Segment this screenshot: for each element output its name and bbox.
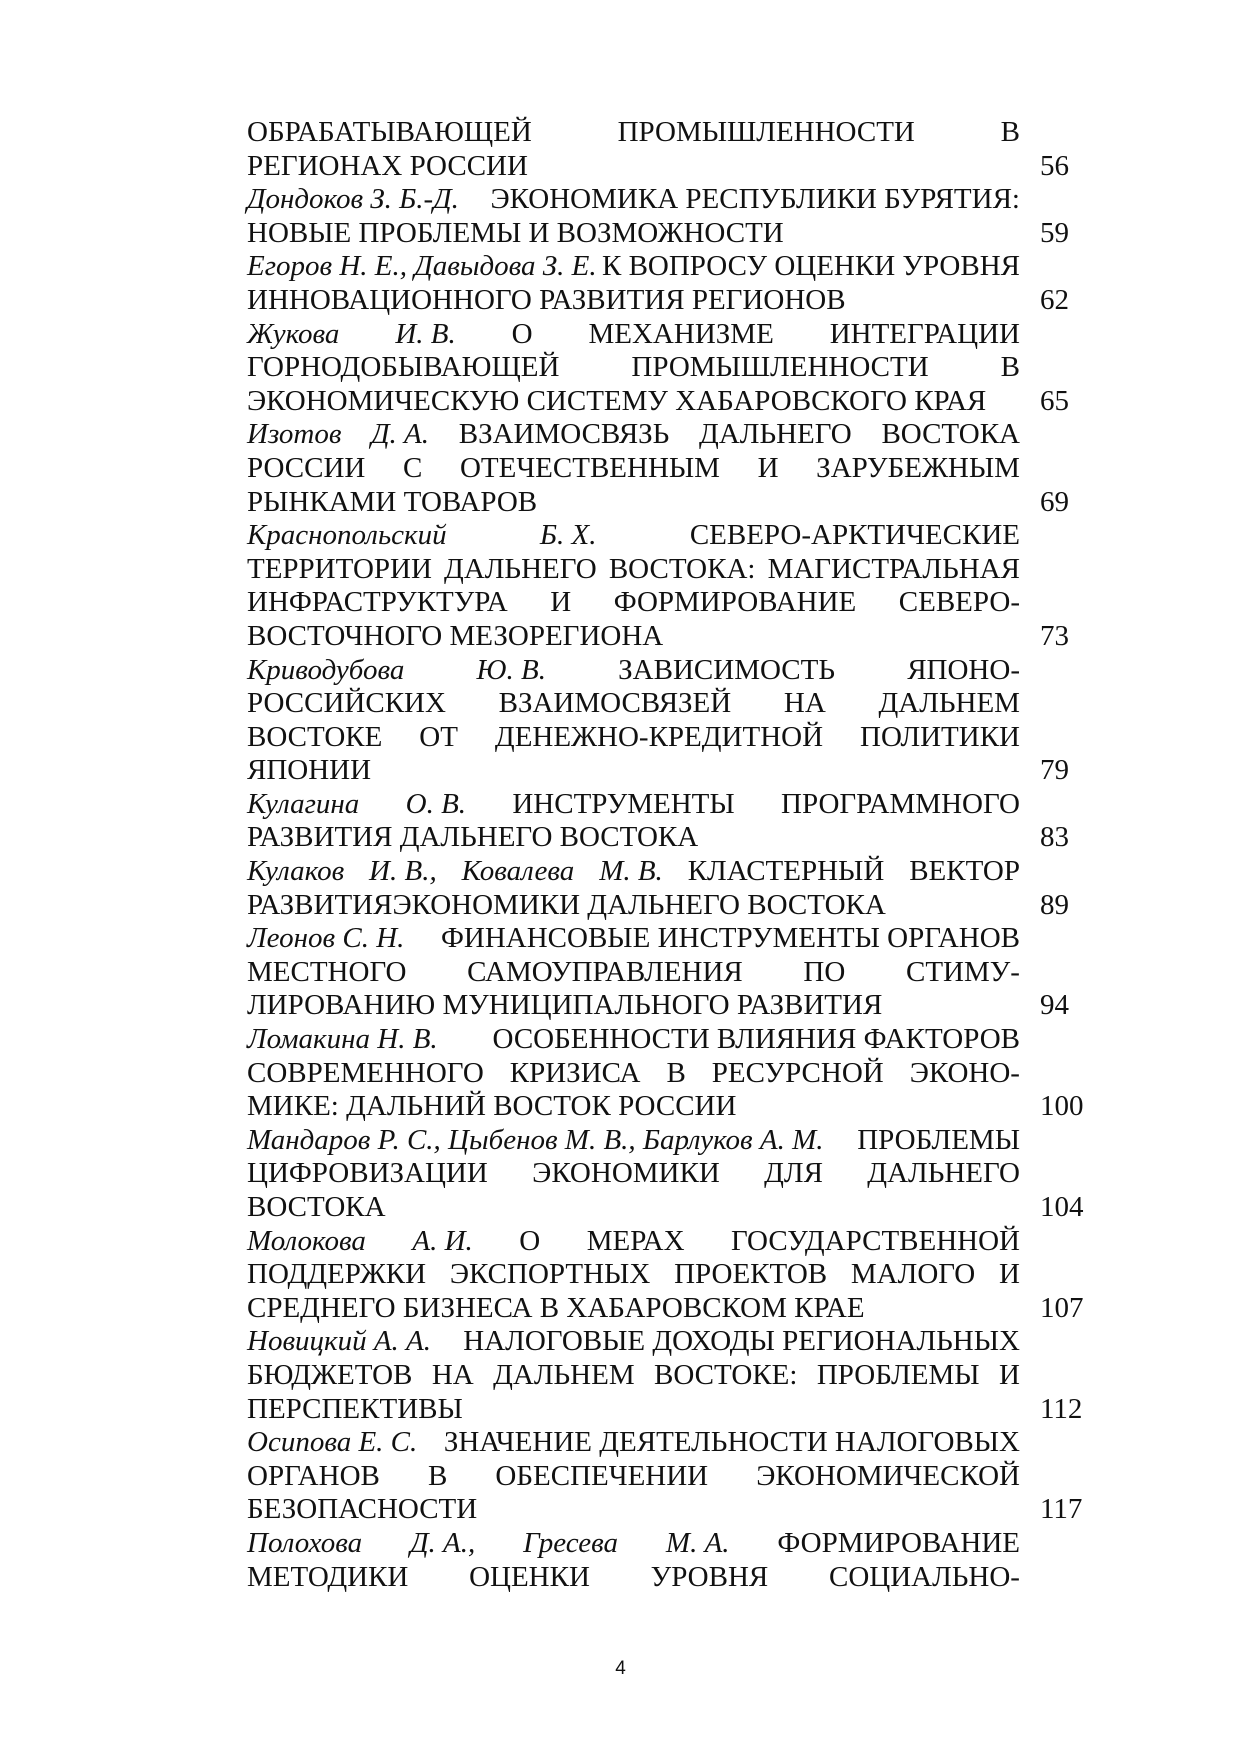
toc-line xyxy=(247,654,1020,688)
toc-line xyxy=(247,721,1020,755)
title-text: ДЛЯ xyxy=(764,1157,823,1190)
title-text: ЭКОНО- xyxy=(909,1056,1020,1089)
toc-line xyxy=(247,318,1020,352)
toc-entry xyxy=(247,116,1097,183)
title-text: ГОСУДАРСТВЕННОЙ xyxy=(731,1224,1020,1257)
title-text: ФОРМИРОВАНИЕ xyxy=(777,1526,1020,1559)
title-text: СЕВЕРО- xyxy=(898,586,1020,619)
toc-line xyxy=(247,586,1020,620)
toc-line xyxy=(247,216,1069,251)
title-text: ЗАРУБЕЖНЫМ xyxy=(816,451,1020,484)
title-text: МЕРАХ xyxy=(586,1224,685,1257)
toc-page-number: 104 xyxy=(1040,1191,1084,1223)
title-text: НОВЫЕ ПРОБЛЕМЫ И ВОЗМОЖНОСТИ xyxy=(247,216,784,249)
author-text: Кулаков xyxy=(247,855,345,888)
toc-entry xyxy=(247,318,1097,419)
title-text: ЭКОНОМИКИ xyxy=(532,1157,720,1190)
page-number: 4 xyxy=(615,1658,626,1679)
author-text: Д. А., xyxy=(410,1526,476,1559)
title-text: МЕСТНОГО xyxy=(247,955,407,988)
author-text: Краснопольский xyxy=(247,519,447,552)
toc-line xyxy=(247,1325,1020,1359)
title-text: ИНСТРУМЕНТЫ xyxy=(512,787,735,820)
toc-line xyxy=(247,1359,1020,1393)
toc-page-number: 117 xyxy=(1040,1493,1083,1526)
toc-line xyxy=(247,1561,1020,1595)
title-text: МАЛОГО xyxy=(850,1258,976,1291)
title-text: МИКЕ: ДАЛЬНИЙ ВОСТОК РОССИИ xyxy=(247,1090,737,1123)
toc-page-number: 79 xyxy=(1040,754,1069,787)
title-text: МЕТОДИКИ xyxy=(247,1560,409,1593)
title-text: ФОРМИРОВАНИЕ xyxy=(613,586,857,619)
toc-entry xyxy=(247,922,1097,1023)
toc-line xyxy=(247,1527,1020,1561)
toc-line xyxy=(247,1124,1020,1158)
toc-line xyxy=(247,1090,1084,1124)
title-text: В xyxy=(666,1056,686,1089)
title-text: И xyxy=(550,586,572,619)
toc-line xyxy=(247,519,1020,553)
title-text: ДАЛЬНЕГО xyxy=(444,552,597,585)
title-text: ВОСТОКА: xyxy=(608,552,756,585)
toc-page-number: 56 xyxy=(1040,149,1069,182)
title-text: ОБЕСПЕЧЕНИИ xyxy=(495,1459,709,1492)
title-text: ОРГАНОВ xyxy=(247,1459,380,1492)
toc-line xyxy=(247,788,1020,822)
author-text: Молокова xyxy=(247,1224,366,1257)
toc-line xyxy=(247,418,1020,452)
title-text: РЕГИОНАХ РОССИИ xyxy=(247,149,528,182)
author-text: Б. Х. xyxy=(539,519,597,552)
title-text: ВЗАИМОСВЯЗЕЙ xyxy=(498,687,732,720)
author-text: И. В. xyxy=(395,317,456,350)
toc-line xyxy=(247,149,1069,184)
title-text: С xyxy=(402,451,423,484)
toc-entry xyxy=(247,418,1097,519)
title-text: СОЦИАЛЬНО- xyxy=(828,1560,1020,1593)
toc-line xyxy=(247,452,1020,486)
author-text: Жукова xyxy=(247,317,340,350)
author-text: Гресева xyxy=(523,1526,619,1559)
title-text: ВОСТОКА xyxy=(881,418,1020,451)
title-text: ДАЛЬНЕМ xyxy=(878,687,1020,720)
title-text: БЕЗОПАСНОСТИ xyxy=(247,1493,478,1526)
title-text: ЭКОНОМИКА РЕСПУБЛИКИ БУРЯТИЯ: xyxy=(490,183,1020,216)
toc-entry xyxy=(247,855,1097,922)
toc-line xyxy=(247,250,1020,284)
title-text: ПРОБЛЕМЫ xyxy=(857,1123,1020,1156)
title-text: ОТ xyxy=(419,720,458,753)
toc-entry xyxy=(247,1325,1097,1426)
author-text: И. В., xyxy=(369,855,437,888)
toc-line xyxy=(247,116,1020,150)
toc-page-number: 112 xyxy=(1040,1392,1083,1425)
title-text: ГОРНОДОБЫВАЮЩЕЙ xyxy=(247,351,560,384)
toc-line xyxy=(247,183,1020,217)
title-text: ИНТЕГРАЦИИ xyxy=(829,317,1020,350)
title-text: И xyxy=(999,1358,1020,1391)
title-text: И xyxy=(999,1258,1020,1291)
title-text: В xyxy=(1000,351,1020,384)
toc-line xyxy=(247,1392,1083,1427)
title-text: РАЗВИТИЯ ДАЛЬНЕГО ВОСТОКА xyxy=(247,821,699,854)
toc-line xyxy=(247,855,1020,889)
title-text: В xyxy=(427,1459,448,1492)
toc-page-number: 89 xyxy=(1040,888,1069,921)
toc-entry xyxy=(247,654,1097,788)
title-text: ЯПОНИИ xyxy=(247,754,372,787)
title-text: В xyxy=(1000,116,1020,148)
title-text: ЭКСПОРТНЫХ xyxy=(449,1258,651,1291)
toc-line xyxy=(247,1225,1020,1259)
title-text: ЛИРОВАНИЮ МУНИЦИПАЛЬНОГО РАЗВИТИЯ xyxy=(247,989,883,1022)
author-text: Ковалева xyxy=(461,855,575,888)
author-text: Леонов С. Н. xyxy=(247,922,405,955)
toc-line xyxy=(247,754,1069,788)
title-text: ВЗАИМОСВЯЗЬ xyxy=(458,418,670,451)
toc-line xyxy=(247,485,1069,520)
toc-page-number: 83 xyxy=(1040,821,1069,854)
author-text: О. В. xyxy=(405,787,467,820)
toc-page-number: 94 xyxy=(1040,989,1069,1022)
author-text: Дондоков З. Б.-Д. xyxy=(247,183,459,216)
title-text: НА xyxy=(431,1358,474,1391)
toc-line xyxy=(247,1023,1020,1057)
title-text: СЕВЕРО-АРКТИЧЕСКИЕ xyxy=(689,519,1020,552)
toc-line xyxy=(247,888,1069,923)
title-text: ПОДДЕРЖКИ xyxy=(247,1258,427,1291)
title-text: О xyxy=(519,1224,541,1257)
title-text: ДЕНЕЖНО-КРЕДИТНОЙ xyxy=(494,720,824,753)
author-text: Криводубова xyxy=(247,653,405,686)
title-text: КЛАСТЕРНЫЙ xyxy=(687,855,885,888)
author-text: Мандаров Р. С., Цыбенов М. В., Барлуков А. М. xyxy=(247,1123,824,1156)
title-text: РЫНКАМИ ТОВАРОВ xyxy=(247,485,538,518)
author-text: А. И. xyxy=(412,1224,473,1257)
toc-line xyxy=(247,1426,1020,1460)
toc-line xyxy=(247,1191,1084,1225)
toc-page-number: 59 xyxy=(1040,216,1069,249)
title-text: ТЕРРИТОРИИ xyxy=(247,552,432,585)
title-text: И xyxy=(757,451,779,484)
title-text: ЭКОНОМИЧЕСКОЙ xyxy=(756,1459,1020,1492)
toc-line xyxy=(247,619,1069,654)
title-text: РОССИИ xyxy=(247,451,366,484)
title-text: ОБРАБАТЫВАЮЩЕЙ xyxy=(247,116,532,148)
title-text: ПРОМЫШЛЕННОСТИ xyxy=(631,351,929,384)
title-text: РЕСУРСНОЙ xyxy=(711,1056,884,1089)
title-text: РОССИЙСКИХ xyxy=(247,687,446,720)
title-text: ПРОГРАММНОГО xyxy=(781,787,1020,820)
title-text: ВОСТОЧНОГО МЕЗОРЕГИОНА xyxy=(247,619,664,652)
toc-page-number: 73 xyxy=(1040,619,1069,652)
title-text: ПОЛИТИКИ xyxy=(860,720,1020,753)
toc-line xyxy=(247,384,1069,419)
toc-entry xyxy=(247,1124,1097,1225)
title-text: ПРОБЛЕМЫ xyxy=(816,1358,980,1391)
author-text: Изотов xyxy=(247,418,342,451)
title-text: ИНФРАСТРУКТУРА xyxy=(247,586,508,619)
toc-line xyxy=(247,922,1020,956)
toc-entry xyxy=(247,1527,1097,1594)
table-of-contents xyxy=(247,116,1097,1594)
title-text: О xyxy=(511,317,533,350)
toc-line xyxy=(247,1460,1020,1494)
title-text: ИННОВАЦИОННОГО РАЗВИТИЯ РЕГИОНОВ xyxy=(247,283,846,316)
toc-page-number: 100 xyxy=(1040,1090,1084,1123)
author-text: Полохова xyxy=(247,1526,363,1559)
author-text: Кулагина xyxy=(247,787,360,820)
title-text: ФИНАНСОВЫЕ ИНСТРУМЕНТЫ ОРГАНОВ xyxy=(441,922,1020,955)
author-text: Ломакина Н. В. xyxy=(247,1023,438,1056)
title-text: КРИЗИСА xyxy=(509,1056,641,1089)
title-text: ДАЛЬНЕМ xyxy=(493,1358,635,1391)
toc-entry xyxy=(247,1225,1097,1326)
title-text: НАЛОГОВЫЕ ДОХОДЫ РЕГИОНАЛЬНЫХ xyxy=(463,1325,1020,1358)
toc-line xyxy=(247,1258,1020,1292)
title-text: СРЕДНЕГО БИЗНЕСА В ХАБАРОВСКОМ КРАЕ xyxy=(247,1291,865,1324)
title-text: ЗАВИСИМОСТЬ xyxy=(618,653,835,686)
toc-page-number: 69 xyxy=(1040,485,1069,518)
title-text: К ВОПРОСУ ОЦЕНКИ УРОВНЯ xyxy=(601,250,1020,283)
title-text: БЮДЖЕТОВ xyxy=(247,1358,413,1391)
toc-entry xyxy=(247,1023,1097,1124)
toc-entry xyxy=(247,788,1097,855)
title-text: ЦИФРОВИЗАЦИИ xyxy=(247,1157,488,1190)
title-text: РАЗВИТИЯЭКОНОМИКИ ДАЛЬНЕГО ВОСТОКА xyxy=(247,888,886,921)
title-text: ВОСТОКЕ xyxy=(247,720,383,753)
title-text: ЭКОНОМИЧЕСКУЮ СИСТЕМУ ХАБАРОВСКОГО КРАЯ xyxy=(247,384,987,417)
toc-line xyxy=(247,687,1020,721)
toc-line xyxy=(247,1291,1084,1326)
toc-page-number: 65 xyxy=(1040,384,1069,417)
toc-line xyxy=(247,989,1069,1023)
title-text: ВОСТОКА xyxy=(247,1191,386,1223)
toc-entry xyxy=(247,250,1097,317)
author-text: Новицкий А. А. xyxy=(247,1325,432,1358)
author-text: М. А. xyxy=(665,1526,730,1559)
title-text: ЯПОНО- xyxy=(907,653,1020,686)
toc-entry xyxy=(247,1426,1097,1527)
title-text: ПРОМЫШЛЕННОСТИ xyxy=(617,116,915,148)
toc-entry xyxy=(247,519,1097,653)
toc-line xyxy=(247,283,1069,318)
title-text: УРОВНЯ xyxy=(650,1560,769,1593)
toc-entry xyxy=(247,183,1097,250)
title-text: ОСОБЕННОСТИ ВЛИЯНИЯ ФАКТОРОВ xyxy=(492,1023,1020,1056)
title-text: ПРОЕКТОВ xyxy=(674,1258,828,1291)
author-text: Ю. В. xyxy=(476,653,546,686)
toc-line xyxy=(247,821,1069,855)
toc-line xyxy=(247,553,1020,587)
title-text: ДАЛЬНЕГО xyxy=(867,1157,1020,1190)
toc-line xyxy=(247,1157,1020,1191)
title-text: САМОУПРАВЛЕНИЯ xyxy=(467,955,743,988)
title-text: МЕХАНИЗМЕ xyxy=(588,317,774,350)
author-text: Д. А. xyxy=(371,418,430,451)
toc-line xyxy=(247,1057,1020,1091)
toc-line xyxy=(247,351,1020,385)
title-text: НА xyxy=(783,687,826,720)
title-text: ОТЕЧЕСТВЕННЫМ xyxy=(459,451,720,484)
title-text: ОЦЕНКИ xyxy=(469,1560,590,1593)
title-text: МАГИСТРАЛЬНАЯ xyxy=(767,552,1020,585)
toc-page-number: 107 xyxy=(1040,1291,1084,1324)
title-text: ВОСТОКЕ: xyxy=(654,1358,798,1391)
author-text: М. В. xyxy=(599,855,663,888)
toc-page-number: 62 xyxy=(1040,283,1069,316)
title-text: ПО xyxy=(803,955,846,988)
toc-line xyxy=(247,956,1020,990)
title-text: ВЕКТОР xyxy=(909,855,1020,888)
title-text: ДАЛЬНЕГО xyxy=(699,418,852,451)
title-text: СТИМУ- xyxy=(905,955,1020,988)
title-text: СОВРЕМЕННОГО xyxy=(247,1056,484,1089)
author-text: Егоров Н. Е., Давыдова З. Е. xyxy=(247,250,597,283)
title-text: ЗНАЧЕНИЕ ДЕЯТЕЛЬНОСТИ НАЛОГОВЫХ xyxy=(443,1426,1020,1459)
toc-line xyxy=(247,1493,1083,1527)
title-text: ПЕРСПЕКТИВЫ xyxy=(247,1392,463,1425)
author-text: Осипова Е. С. xyxy=(247,1426,418,1459)
